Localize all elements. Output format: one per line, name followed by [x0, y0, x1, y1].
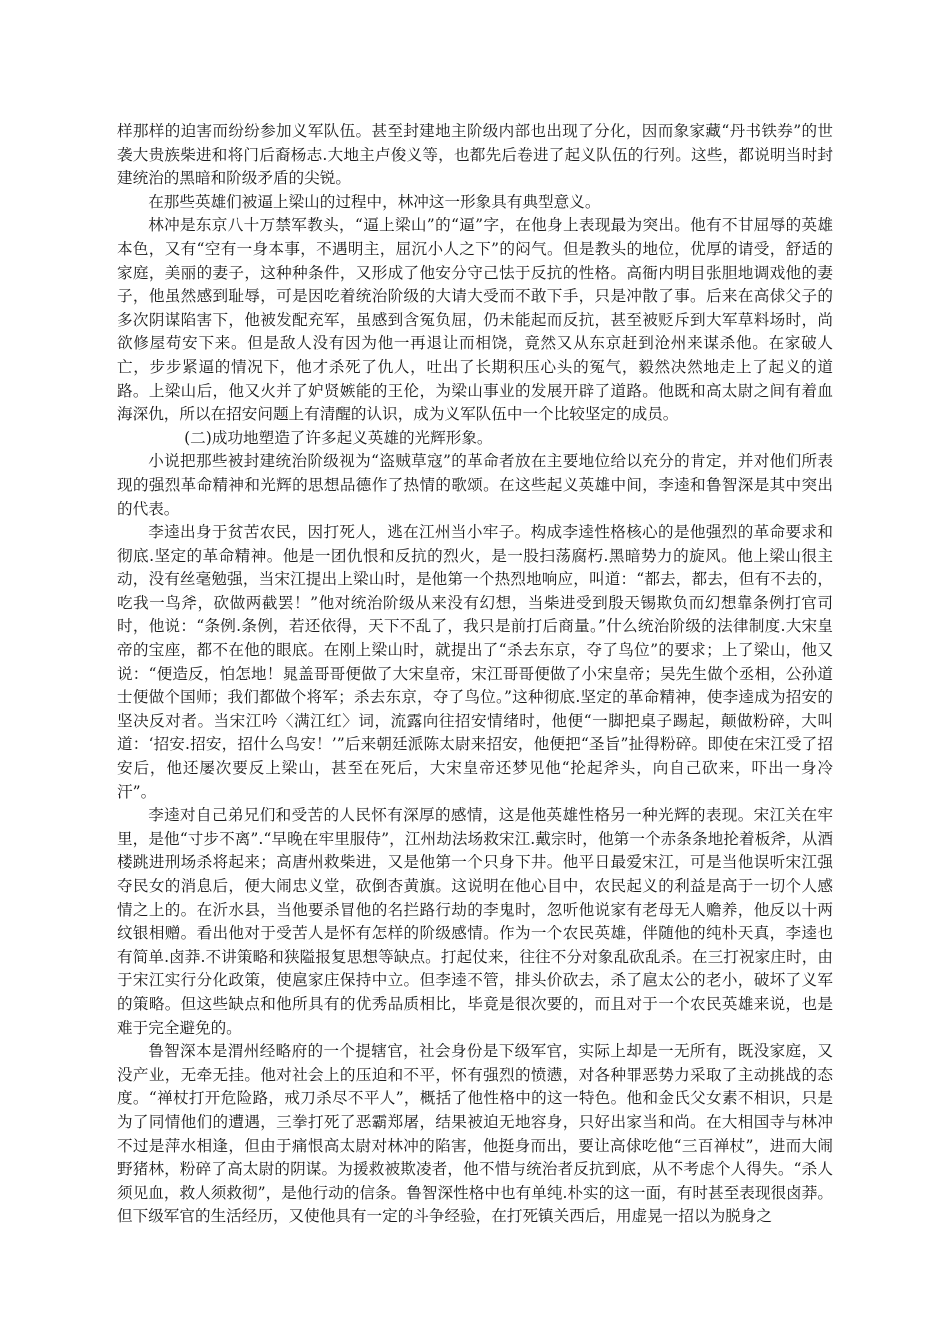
paragraph-continuation: 样那样的迫害而纷纷参加义军队伍。甚至封建地主阶级内部也出现了分化，因而象家藏“丹书铁券”的世袭大贵族柴进和将门后裔杨志.大地主卢俊义等，也都先后卷进了起义队伍的行列。这些，都说明当时封建统治的黑暗和阶级矛盾的尖锐。	[117, 122, 833, 188]
paragraph-lu-zhishen: 鲁智深本是渭州经略府的一个提辖官，社会身份是下级军官，实际上却是一无所有，既没家庭，又没产业，无牵无挂。他对社会上的压迫和不平，怀有强烈的愤懑，对各种罪恶势力采取了主动挑战的态度。“禅杖打开危险路，戒刀杀尽不平人”，概括了他性格中的这一特色。他和金氏父女素不相识，只是为了同情他们的遭遇，三拳打死了恶霸郑屠，结果被迫无地容身，只好出家当和尚。在大相国寺与林冲不过是萍水相逢，但由于痛恨高太尉对林冲的陷害，他挺身而出，要让高俅吃他“三百禅杖”，进而大闹野猪林，粉碎了高太尉的阴谋。为援救被欺凌者，他不惜与统治者反抗到底，从不考虑个人得失。“杀人须见血，救人须救彻”，是他行动的信条。鲁智深性格中也有单纯.朴实的这一面，有时甚至表现很卤莽。但下级军官的生活经历，又使他具有一定的斗争经验，在打死镇关西后，用虚晃一招以为脱身之	[117, 1042, 833, 1226]
paragraph-li-kui: 李逵出身于贫苦农民，因打死人，逃在江州当小牢子。构成李逵性格核心的是他强烈的革命要求和彻底.坚定的革命精神。他是一团仇恨和反抗的烈火，是一股扫荡腐朽.黑暗势力的旋风。他上梁山很主动，没有丝毫勉强，当宋江提出上梁山时，是他第一个热烈地响应，叫道：“都去，都去，但有不去的，吃我一鸟斧，砍做两截罢！”他对统治阶级从来没有幻想，当柴进受到殷天锡欺负而幻想靠条例打官司时，他说：“条例.条例，若还依得，天下不乱了，我只是前打后商量。”什么统治阶级的法律制度.大宋皇帝的宝座，都不在他的眼底。在刚上梁山时，就提出了“杀去东京，夺了鸟位”的要求；上了梁山，他又说：“便造反，怕怎地！晁盖哥哥便做了大宋皇帝，宋江哥哥便做了小宋皇帝；吴先生做个丞相，公孙道士便做个国师；我们都做个将军；杀去东京，夺了鸟位。”这种彻底.坚定的革命精神，使李逵成为招安的坚决反对者。当宋江吟〈满江红〉词，流露向往招安情绪时，他便“一脚把桌子踢起，颠做粉碎，大叫道：‘招安.招安，招什么鸟安！’”后来朝廷派陈太尉来招安，他便把“圣旨”扯得粉碎。即使在宋江受了招安后，他还屡次要反上梁山，甚至在死后，大宋皇帝还梦见他“抡起斧头，向自己砍来，吓出一身冷汗”。	[117, 523, 833, 801]
paragraph-heroes-overview: 小说把那些被封建统治阶级视为“盗贼草寇”的革命者放在主要地位给以充分的肯定，并对他们所表现的强烈革命精神和光辉的思想品德作了热情的歌颂。在这些起义英雄中间，李逵和鲁智深是其中突出的代表。	[117, 452, 833, 518]
document-page	[117, 120, 833, 1229]
section-heading: (二)成功地塑造了许多起义英雄的光辉形象。	[184, 428, 493, 447]
paragraph-li-kui-feelings: 李逵对自己弟兄们和受苦的人民怀有深厚的感情，这是他英雄性格另一种光辉的表现。宋江关在牢里，是他“寸步不离”.“早晚在牢里服侍”，江州劫法场救宋江.戴宗时，他第一个赤条条地抡着板斧，从酒楼跳进刑场杀将起来；高唐州救柴进，又是他第一个只身下井。他平日最爱宋江，可是当他误听宋江强夺民女的消息后，便大闹忠义堂，砍倒杏黄旗。这说明在他心目中，农民起义的利益是高于一切个人感情之上的。在沂水县，当他要杀冒他的名拦路行劫的李鬼时，忽听他说家有老母无人赡养，他反以十两纹银相赠。看出他对于受苦人是怀有怎样的阶级感情。作为一个农民英雄，伴随他的纯朴天真，李逵也有简单.卤莽.不讲策略和狭隘报复思想等缺点。打起仗来，往往不分对象乱砍乱杀。在三打祝家庄时，由于宋江实行分化政策，使扈家庄保持中立。但李逵不管，排头价砍去，杀了扈太公的老小，破坏了义军的策略。但这些缺点和他所具有的优秀品质相比，毕竟是很次要的，而且对于一个农民英雄来说，也是难于完全避免的。	[117, 806, 833, 1037]
paragraph-lin-chong: 林冲是东京八十万禁军教头，“逼上梁山”的“逼”字，在他身上表现最为突出。他有不甘屈辱的英雄本色，又有“空有一身本事，不遇明主，屈沉小人之下”的闷气。但是教头的地位，优厚的请受，舒适的家庭，美丽的妻子，这种种条件，又形成了他安分守己怯于反抗的性格。高衙内明目张胆地调戏他的妻子，他虽然感到耻辱，可是因吃着统治阶级的大请大受而不敢下手，只是冲散了事。后来在高俅父子的多次阴谋陷害下，他被发配充军，虽感到含冤负屈，仍未能起而反抗，甚至被贬斥到大军草料场时，尚欲修屋苟安下来。但是敌人没有因为他一再退让而相饶，竟然又从东京赶到沧州来谋杀他。在家破人亡，步步紧逼的情况下，他才杀死了仇人，吐出了长期积压心头的冤气，毅然决然地走上了起义的道路。上梁山后，他又火并了妒贤嫉能的王伦，为梁山事业的发展开辟了道路。他既和高太尉之间有着血海深仇，所以在招安问题上有清醒的认识，成为义军队伍中一个比较坚定的成员。	[117, 216, 833, 424]
paragraph-lin-chong-intro: 在那些英雄们被逼上梁山的过程中，林冲这一形象具有典型意义。	[148, 192, 601, 211]
